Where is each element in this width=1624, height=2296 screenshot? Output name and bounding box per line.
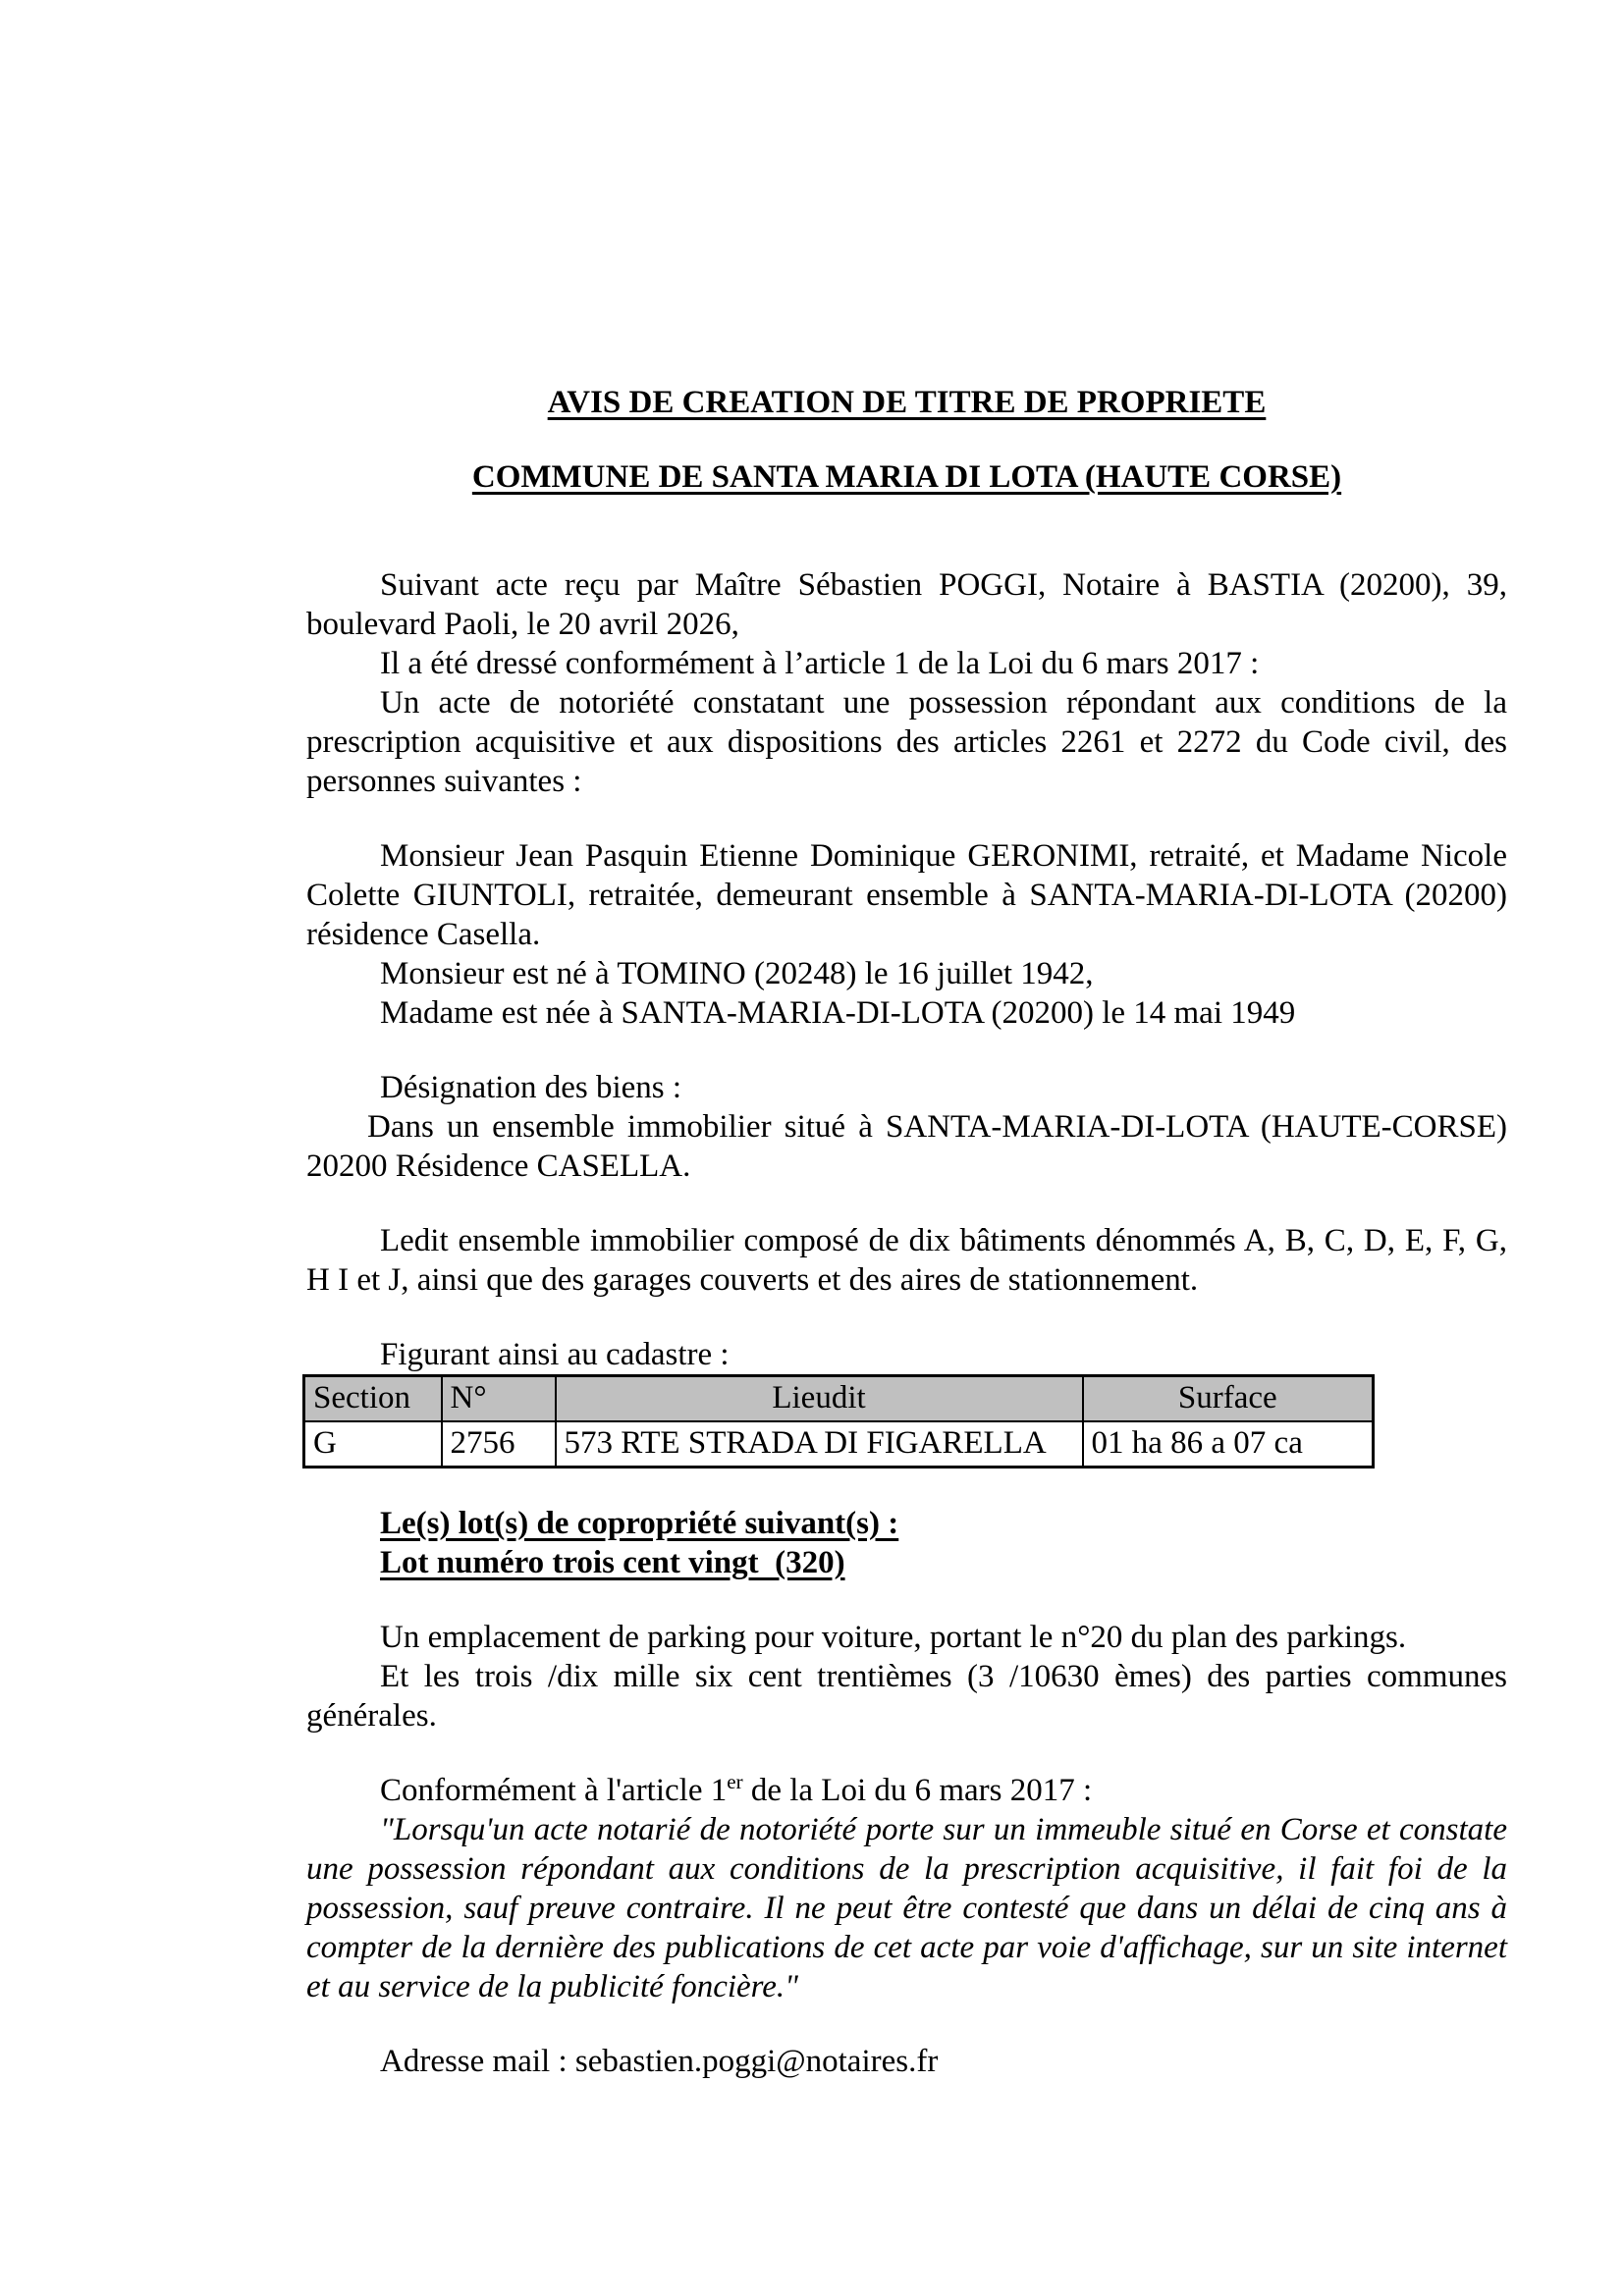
spacer [306,1300,1507,1335]
para-citation-loi: "Lorsqu'un acte notarié de notoriété porte sur un immeuble situé en Corse et constate une possession répondant aux conditions de la prescription acquisitive, il fait foi de la possession, sauf preuve contraire. Il ne peut être contesté que dans un délai de cinq ans à compter de la dernière des publications de cet acte par voie d'affichage, sur un site internet et au service de la publicité foncière." [306,1812,1507,2004]
conformement-suffix: de la Loi du 6 mars 2017 : [742,1773,1093,1808]
cadastre-table [302,1374,1375,1468]
table-cell-numero: 2756 [442,1421,556,1468]
para-naissance-monsieur: Monsieur est né à TOMINO (20248) le 16 juillet 1942, [380,956,1094,991]
cadastre-table-header-row [304,1376,1374,1422]
spacer [306,1468,1507,1504]
para-conformement [306,1771,1507,1810]
para-acte-recu: Suivant acte reçu par Maître Sébastien POGGI, Notaire à BASTIA (20200), 39, boulevard Paoli, le 20 avril 2026, [306,567,1507,642]
table-header-lieudit: Lieudit [556,1376,1083,1422]
para-tantiemes: Et les trois /dix mille six cent trentièmes (3 /10630 èmes) des parties communes générales. [306,1659,1507,1734]
spacer [306,1033,1507,1068]
document-content [306,383,1507,2081]
heading-lot-numero-text: Lot numéro trois cent vingt (320) [380,1545,845,1580]
document-title [306,383,1507,422]
spacer [306,1582,1507,1618]
para-ensemble-immobilier: Dans un ensemble immobilier situé à SANTA-MARIA-DI-LOTA (HAUTE-CORSE) 20200 Résidence CASELLA. [306,1109,1507,1184]
spacer [306,1186,1507,1221]
para-ledit-ensemble: Ledit ensemble immobilier composé de dix bâtiments dénommés A, B, C, D, E, F, G, H I et J, ainsi que des garages couverts et des aires de stationnement. [306,1223,1507,1298]
para-identite-couple: Monsieur Jean Pasquin Etienne Dominique GERONIMI, retraité, et Madame Nicole Colette GIUNTOLI, retraitée, demeurant ensemble à SANTA-MARIA-DI-LOTA (20200) résidence Casella. [306,838,1507,952]
para-dresse: Il a été dressé conformément à l’article 1 de la Loi du 6 mars 2017 : [380,646,1260,681]
para-naissance-madame: Madame est née à SANTA-MARIA-DI-LOTA (20200) le 14 mai 1949 [380,995,1296,1031]
table-cell-section: G [304,1421,442,1468]
para-parking: Un emplacement de parking pour voiture, portant le n°20 du plan des parkings. [380,1620,1407,1655]
para-acte-notoriete: Un acte de notoriété constatant une possession répondant aux conditions de la prescription acquisitive et aux dispositions des articles 2261 et 2272 du Code civil, des personnes suivantes : [306,685,1507,799]
heading-cadastre: Figurant ainsi au cadastre : [380,1337,730,1372]
document-title-text: AVIS DE CREATION DE TITRE DE PROPRIETE [547,385,1267,420]
table-header-numero: N° [442,1376,556,1422]
document-subtitle [306,457,1507,497]
table-cell-surface: 01 ha 86 a 07 ca [1083,1421,1374,1468]
spacer [306,801,1507,836]
heading-lots-copropriete-text: Le(s) lot(s) de copropriété suivant(s) : [380,1506,899,1541]
spacer [306,422,1507,457]
cadastre-table-row [304,1421,1374,1468]
table-cell-lieudit: 573 RTE STRADA DI FIGARELLA [556,1421,1083,1468]
table-header-surface: Surface [1083,1376,1374,1422]
table-header-section: Section [304,1376,442,1422]
heading-lots-copropriete [306,1504,1507,1543]
spacer [306,1735,1507,1771]
heading-lot-numero [306,1543,1507,1582]
heading-designation-biens: Désignation des biens : [380,1070,682,1105]
document-subtitle-text: COMMUNE DE SANTA MARIA DI LOTA (HAUTE CORSE) [471,459,1342,495]
conformement-prefix: Conformément à l'article 1 [380,1773,728,1808]
spacer [306,497,1507,565]
para-adresse-mail: Adresse mail : sebastien.poggi@notaires.fr [380,2044,939,2079]
spacer [306,2006,1507,2042]
conformement-superscript: er [727,1770,743,1793]
